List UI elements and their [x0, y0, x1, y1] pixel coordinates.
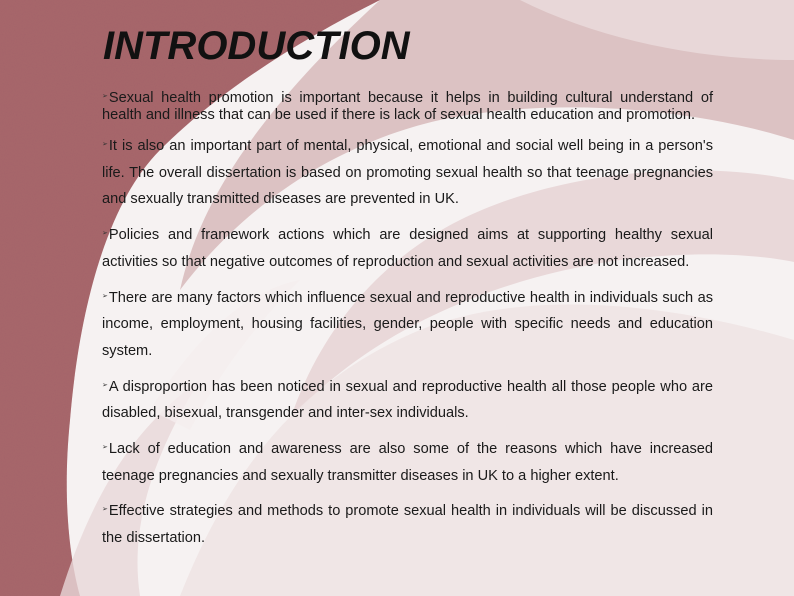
arrow-bullet-icon: ➢ [102, 506, 108, 514]
bullet-text: A disproportion has been noticed in sexual and reproductive health all those people who are disabled, bisexual, transgender and inter-sex individuals. [102, 378, 713, 422]
bullet-text: Lack of education and awareness are also some of the reasons which have increased teenage pregnancies and sexually transmitter diseases in UK to a higher extent. [102, 441, 713, 484]
bullet-item [102, 435, 713, 489]
bullet-item [102, 284, 713, 365]
arrow-bullet-icon: ➢ [102, 141, 108, 148]
bullet-item [102, 373, 713, 427]
bullet-item [102, 497, 713, 551]
slide-title: INTRODUCTION [103, 24, 410, 68]
arrow-bullet-icon: ➢ [102, 292, 108, 300]
bullet-text: Effective strategies and methods to promote sexual health in individuals will be discussed in the dissertation. [102, 503, 713, 547]
bullet-text: It is also an important part of mental, physical, emotional and social well being in a person's life. The overall dissertation is based on promoting sexual health so that teenage pregnancies and sexually transmitted diseases are prevented in UK. [102, 138, 713, 208]
arrow-bullet-icon: ➢ [102, 444, 108, 452]
bullet-item [102, 88, 713, 124]
arrow-bullet-icon: ➢ [102, 230, 108, 238]
bullet-item [102, 221, 713, 275]
bullet-text: Sexual health promotion is important because it helps in building cultural understand of health and illness that can be used if there is lack of sexual health education and promotion. [102, 90, 713, 123]
bullet-list [102, 88, 713, 560]
bullet-text: There are many factors which influence sexual and reproductive health in individuals such as income, employment, housing facilities, gender, people with specific needs and education system. [102, 289, 713, 359]
bullet-text: Policies and framework actions which are designed aims at supporting healthy sexual activities so that negative outcomes of reproduction and sexual activities are not increased. [102, 227, 713, 270]
arrow-bullet-icon: ➢ [102, 381, 108, 389]
bullet-item [102, 132, 713, 213]
arrow-bullet-icon: ➢ [102, 93, 108, 100]
